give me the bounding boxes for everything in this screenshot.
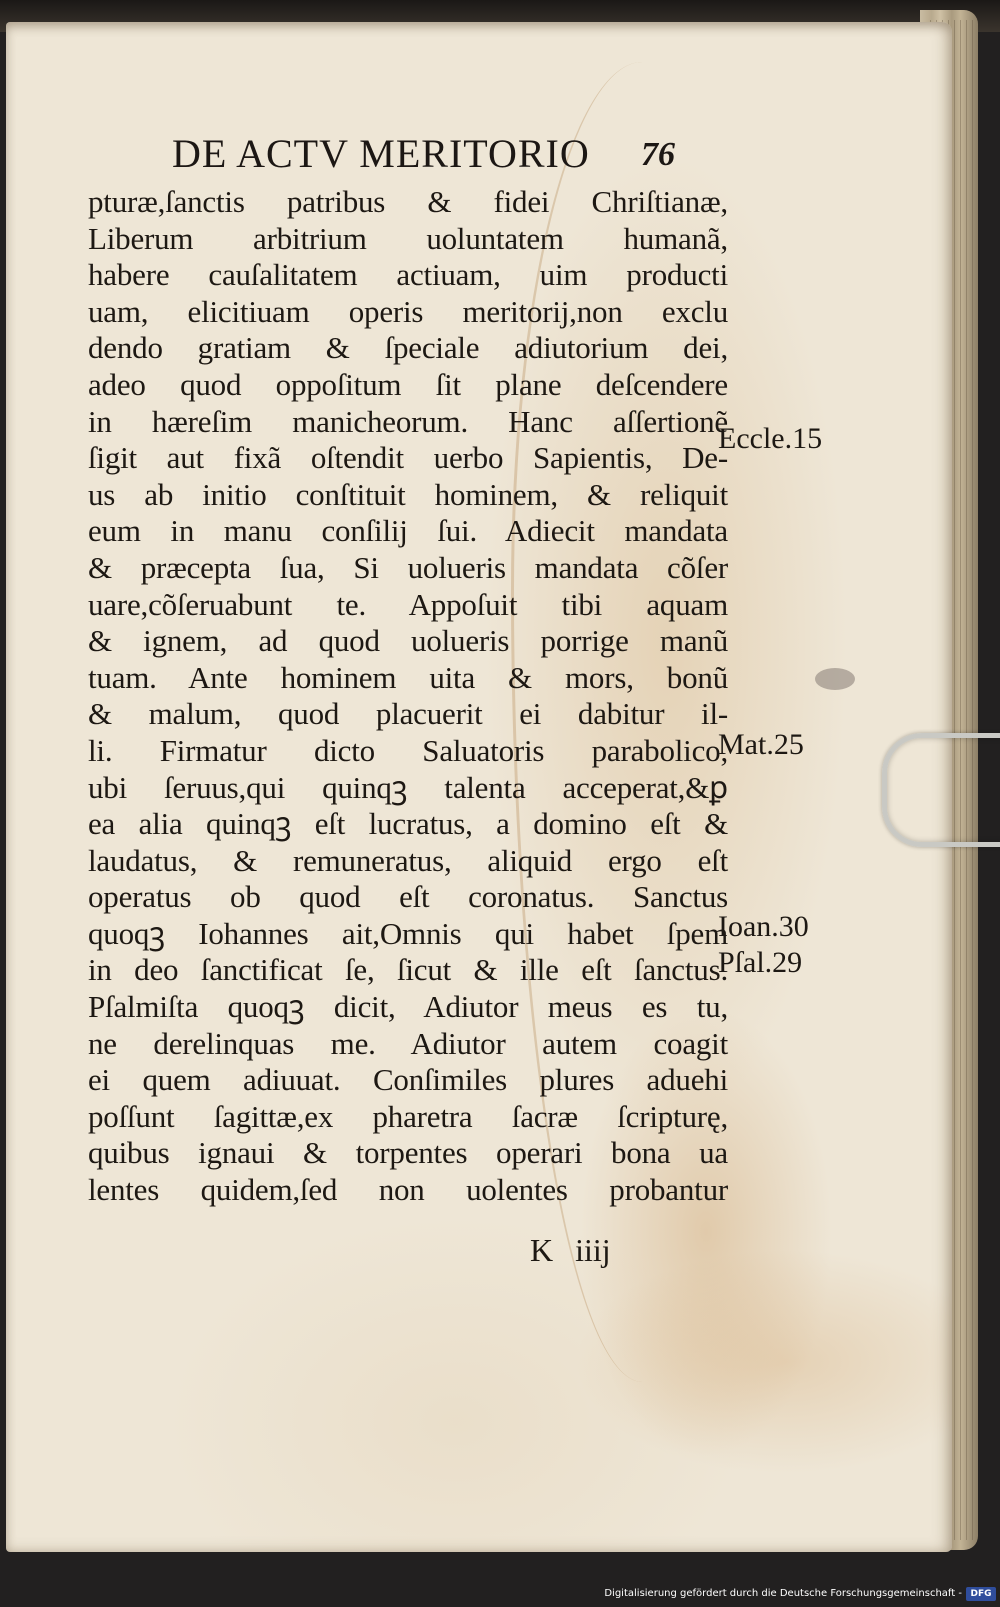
marginal-note-psal: Pſal.29 <box>718 946 803 979</box>
running-head: DE ACTV MERITORIO <box>172 131 590 176</box>
marginal-note-eccle: Eccle.15 <box>718 422 823 455</box>
text-line: Liberum arbitrium uoluntatem humanã, <box>88 220 728 256</box>
text-line: us ab initio conſtituit hominem, & reliquit <box>88 476 728 512</box>
text-line: uare,cõſeruabunt te. Appoſuit tibi aquam <box>88 586 728 622</box>
text-line: lentes quidem,ſed non uolentes probantur <box>88 1172 728 1208</box>
body-text <box>88 184 728 1209</box>
text-line: poſſunt ſagittæ,ex pharetra ſacræ ſcripturę, <box>88 1098 728 1134</box>
text-line: quoqꝫ Iohannes ait,Omnis qui habet ſpem <box>88 915 728 951</box>
text-line: adeo quod oppoſitum ſit plane deſcendere <box>88 366 728 402</box>
marginal-note-mat: Mat.25 <box>718 728 804 761</box>
text-line: ubi ſeruus,qui quinqꝫ talenta acceperat,&ꝑ <box>88 769 728 805</box>
text-line: eum in manu conſilij ſui. Adiecit mandata <box>88 513 728 549</box>
text-line: operatus ob quod eſt coronatus. Sanctus <box>88 879 728 915</box>
text-line: in deo ſanctificat ſe, ſicut & ille eſt ſanctus. <box>88 952 728 988</box>
digitization-credit: Digitalisierung gefördert durch die Deutsche Forschungsgemeinschaft - <box>604 1588 962 1599</box>
text-line: li. Firmatur dicto Saluatoris parabolico, <box>88 732 728 768</box>
text-line: dendo gratiam & ſpeciale adiutorium dei, <box>88 330 728 366</box>
text-line: quibus ignaui & torpentes operari bona ua <box>88 1135 728 1171</box>
text-line: ſigit aut fixã oſtendit uerbo Sapientis, De- <box>88 440 728 476</box>
page-clip <box>882 733 1000 847</box>
text-line: ne derelinquas me. Adiutor autem coagit <box>88 1025 728 1061</box>
text-line: uam, elicitiuam operis meritorij,non exclu <box>88 293 728 329</box>
signature-mark: K iiij <box>530 1232 611 1268</box>
text-line: pturæ,ſanctis patribus & fidei Chriſtianæ, <box>88 184 728 219</box>
folio-number: 76 <box>641 136 675 173</box>
text-line: ea alia quinqꝫ eſt lucratus, a domino eſt & <box>88 806 728 842</box>
page-stain-spot <box>815 668 855 690</box>
text-line: tuam. Ante hominem uita & mors, bonũ <box>88 659 728 695</box>
text-line: laudatus, & remuneratus, aliquid ergo eſt <box>88 842 728 878</box>
text-line: Pſalmiſta quoqꝫ dicit, Adiutor meus es tu, <box>88 989 728 1025</box>
text-line: ei quem adiuuat. Conſimiles plures aduehi <box>88 1062 728 1098</box>
text-line: habere cauſalitatem actiuam, uim producti <box>88 257 728 293</box>
text-line: & ignem, ad quod uolueris porrige manũ <box>88 623 728 659</box>
marginal-note-ioan: Ioan.30 <box>718 910 809 943</box>
text-line: & malum, quod placuerit ei dabitur il- <box>88 696 728 732</box>
text-line: & præcepta ſua, Si uolueris mandata cõſer <box>88 549 728 585</box>
dfg-logo: DFG <box>966 1587 996 1601</box>
page-header <box>0 130 1000 180</box>
text-line: in hæreſim manicheorum. Hanc aſſertionẽ <box>88 403 728 439</box>
